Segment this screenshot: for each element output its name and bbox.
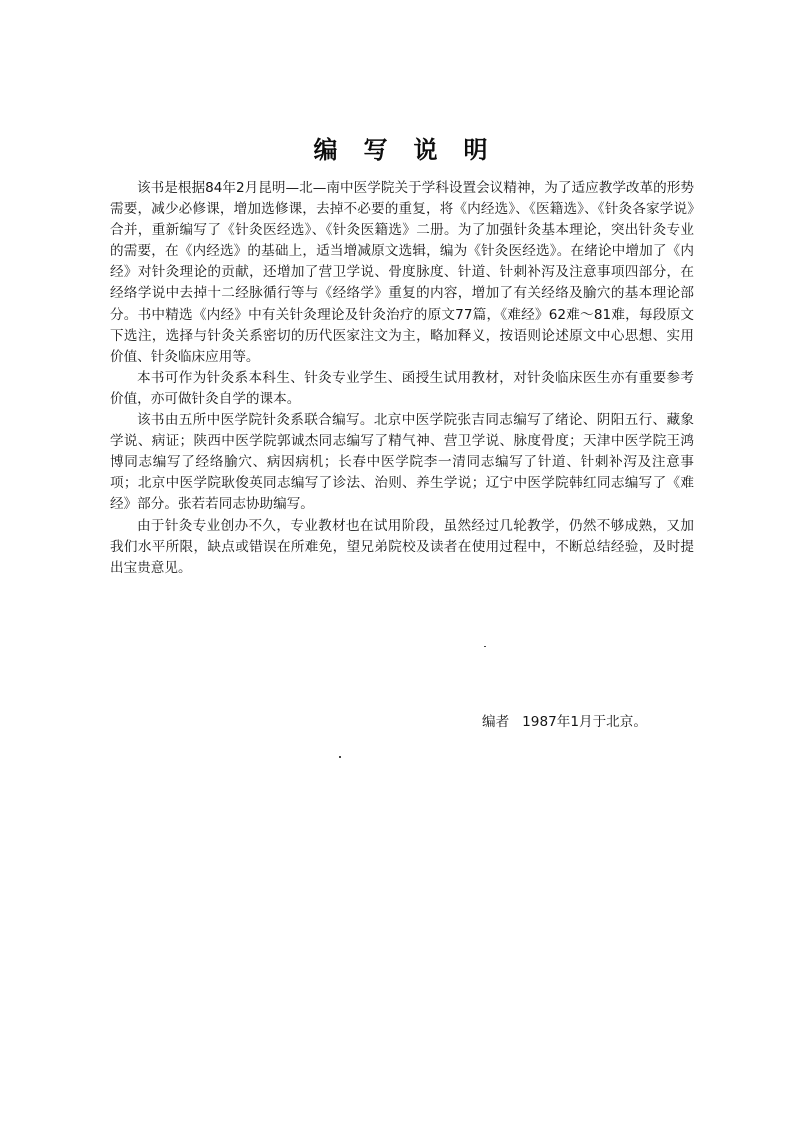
paragraph-audience: 本书可作为针灸系本科生、针灸专业学生、函授生试用教材，对针灸临床医生亦有重要参考价值，亦可做针灸自学的课本。 [110,369,694,407]
page-title: 编写说明 [313,136,514,164]
signature-line [482,710,647,730]
paragraph-background: 该书是根据84年2月昆明—北—南中医学院关于学科设置会议精神，为了适应教学改革的形势需要，减少必修课，增加选修课，去掉不必要的重复，将《内经选》、《医籍选》、《针灸各家学说》合并，重新编写了《针灸医经选》、《针灸医籍选》二册。为了加强针灸基本理论，突出针灸专业的需要，在《内经选》的基础上，适当增减原文选辑，编为《针灸医经选》。在绪论中增加了《内经》对针灸理论的贡献，还增加了营卫学说、骨度脉度、针道、针刺补泻及注意事项四部分，在经络学说中去掉十二经脉循行等与《经络学》重复的内容，增加了有关经络及腧穴的基本理论部分。书中精选《内经》中有关针灸理论及针灸治疗的原文77篇，《难经》62难～81难，每段原文下选注，选择与针灸关系密切的历代医家注文为主，略加释义，按语则论述原文中心思想、实用价值、针灸临床应用等。 [110,180,694,365]
document-body [110,178,694,579]
scan-speck [339,756,341,758]
scan-speck [484,646,486,647]
signature-date-place: 1987年1月于北京。 [522,714,647,730]
paragraph-closing: 由于针灸专业创办不久，专业教材也在试用阶段，虽然经过几轮教学，仍然不够成熟，又加我们水平所限，缺点或错误在所难免，望兄弟院校及读者在使用过程中，不断总结经验，及时提出宝贵意见。 [110,517,694,576]
paragraph-authors: 该书由五所中医学院针灸系联合编写。北京中医学院张吉同志编写了绪论、阴阳五行、藏象学说、病证；陕西中医学院郭诚杰同志编写了精气神、营卫学说、脉度骨度；天津中医学院王鸿博同志编写了经络腧穴、病因病机；长春中医学院李一清同志编写了针道、针刺补泻及注意事项；北京中医学院耿俊英同志编写了诊法、治则、养生学说；辽宁中医学院韩红同志编写了《难经》部分。张若若同志协助编写。 [110,412,694,513]
signature-author: 编者 [482,714,510,730]
